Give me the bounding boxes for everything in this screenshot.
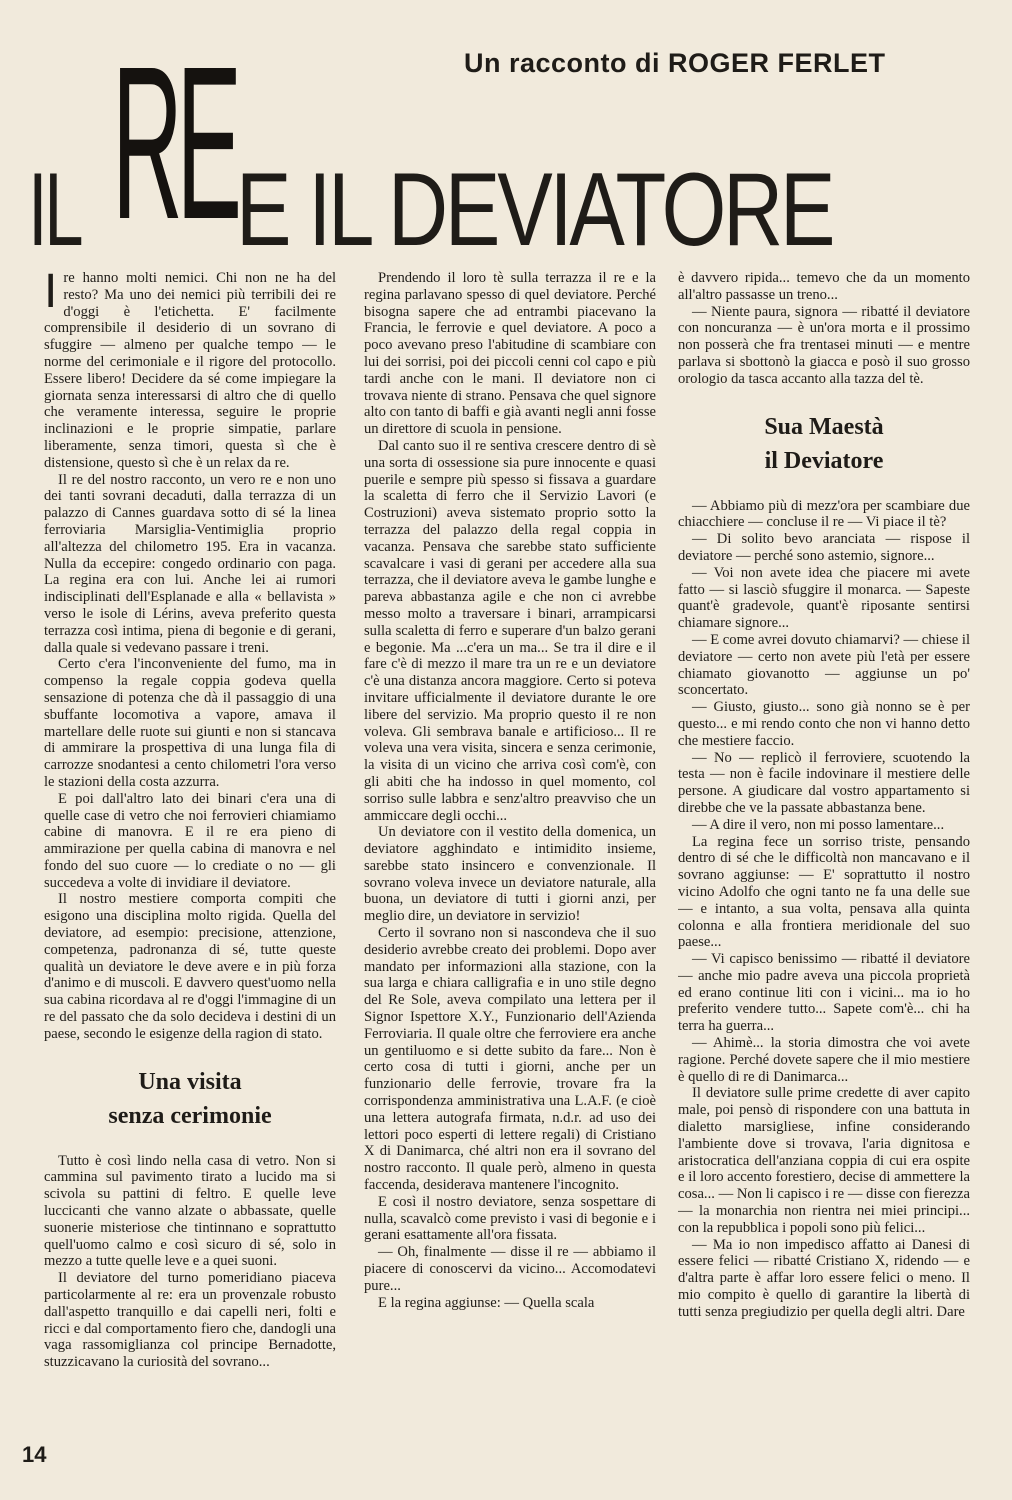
paragraph: Tutto è così lindo nella casa di vetro. Non si cammina sul pavimento tirato a lucido ma si scivola su pattini di feltro. E quelle leve luccicanti che vanno alzate o abbassate, quelle suonerie misteriose che tintinnano e soprattutto quell'uomo calmo e così sicuro di sé, solo in mezzo a tutte quelle leve e a quei suoni.	[44, 1152, 336, 1270]
paragraph: — Giusto, giusto... sono già nonno se è per questo... e mi rendo conto che non vi hanno detto che mestiere faccio.	[678, 699, 970, 749]
paragraph: Il nostro mestiere comporta compiti che esigono una disciplina molto rigida. Quella del deviatore, ad esempio: precisione, attenzione, competenza, padronanza di sé, tutte queste qualità un deviatore le deve avere e in più forza d'animo e di muscoli. E davvero quest'uomo nella sua cabina ricordava al re d'oggi l'immagine di un re del passato che da solo decideva i destini di un paese, secondo le esigenze della ragion di stato.	[44, 891, 336, 1042]
paragraph: — Ma io non impedisco affatto ai Danesi di essere felici — ribatté Cristiano X, ridendo — e d'altra parte è affar loro essere felici o meno. Il mio compito è quello di garantire la libertà di tutti senza pregiudizio per quella degli altri. Dare	[678, 1236, 970, 1320]
subheading-line: Sua Maestà	[764, 413, 884, 440]
paragraph: Certo il sovrano non si nascondeva che il suo desiderio avrebbe creato dei problemi. Dopo aver mandato per informazioni alla stazione, con la sua larga e chiara calligrafia e in uno stile degno del Re Sole, aveva compilato una lettera per il Signor Ispettore X.Y., Funzionario dell'Azienda Ferroviaria. Il quale oltre che ferroviere era anche un gentiluomo e si dette subito da fare... Non è certo cosa di tutti i giorni, anche per un funzionario delle ferrovie, trovare fra la corrispondenza amministrativa una L.A.F. (e cioè una lettera autografa firmata, n.d.r. ad uso dei lettori poco esperti di lettere regali) di Cristiano X di Danimarca, ché altri non era il sovrano del nostro racconto. Il quale però, almeno in questa faccenda, desiderava mantenere l'incognito.	[364, 925, 656, 1194]
subheading-line: senza cerimonie	[108, 1102, 272, 1129]
subheading-line: Una visita	[138, 1068, 242, 1095]
paragraph: E poi dall'altro lato dei binari c'era una di quelle case di vetro che noi ferrovieri chiamiamo cabine di manovra. E il re era pieno di ammirazione per quella cabina di manovra e nel fondo del suo cuore — lo crediate o no — gli succedeva a volte di invidiare il deviatore.	[44, 790, 336, 891]
paragraph: E così il nostro deviatore, senza sospettare di nulla, scavalcò come previsto i vasi di begonie e i gerani esattamente all'ora fissata.	[364, 1193, 656, 1244]
paragraph: Prendendo il loro tè sulla terrazza il re e la regina parlavano spesso di quel deviatore. Perché bisogna sapere che ad entrambi piacevano la Francia, le ferrovie e quel deviatore. A poco a poco avevano preso l'abitudine di scambiare con lui dei sorrisi, poi dei piccoli cenni col capo e più tardi anche con le mani. Il deviatore non ci trovava niente di strano. Pensava che quel signore alto con tanto di baffi e già avanti negli anni fosse un direttore di scuola in pensione.	[364, 270, 656, 438]
paragraph: Dal canto suo il re sentiva crescere dentro di sè una sorta di ossessione sia pure innocente e quasi puerile e sempre più spesso si fissava a guardare la scaletta di ferro che il Servizio Lavori (e Costruzioni) aveva sistemato proprio sotto la terrazza del palazzo della regal coppia in vacanza. Pensava che sarebbe stato sufficiente scavalcare i vasi di gerani per accedere alla sua terrazza, che il deviatore aveva le gambe lunghe e pareva abbastanza agile e che non ci avrebbe messo molto a traversare i binari, arrampicarsi sulla scaletta di ferro e superare d'un balzo gerani e begonie. Ma ...c'era un ma... Se tra il dire e il fare c'è di mezzo il mare tra un re e un deviatore c'è una distanza ancora maggiore. Certo si poteva invitare ufficialmente il deviatore durante le ore libere del servizio. Ma proprio questo il re non voleva. Gli sembrava banale e artificioso... Il re voleva una vera visita, sincera e senza cerimonie, la visita di un vicino che arriva così com'è, con gli abiti che ha indosso in quel momento, col sorriso sulle labbra e senz'altro preavviso che un ammiccare degli occhi...	[364, 437, 656, 824]
paragraph: — Abbiamo più di mezz'ora per scambiare due chiacchiere — concluse il re — Vi piace il tè?	[678, 497, 970, 531]
paragraph: E la regina aggiunse: — Quella scala	[378, 1294, 595, 1311]
paragraph: La regina fece un sorriso triste, pensando dentro di sé che le difficoltà non mancavano e il sovrano aggiunse: — E' soprattutto il nostro vicino Adolfo che ogni tanto ne fa una delle sue — e intanto, a sua volta, pensava alla quinta colonna e alla frontiera meridionale del suo paese...	[678, 833, 970, 951]
paragraph: — Niente paura, signora — ribatté il deviatore con noncuranza — è un'ora morta e il prossimo non posserà che fra trentasei minuti — e mentre parlava si sbottonò la giacca e posò il suo grosso orologio da tasca accanto alla tazza del tè.	[678, 303, 970, 387]
paragraph: Il re del nostro racconto, un vero re e non uno dei tanti sovrani decaduti, dalla terrazza di un palazzo di Cannes guardava sotto di sé la linea ferroviaria Marsiglia-Ventimiglia proprio all'altezza del chilometro 195. Era in vacanza. Nulla da eccepire: congedo ordinario con paga. La regina era con lui. Anche lei ai rumori indisciplinati dell'Esplanade e alla « bellavista » verso le isole di Lérins, aveva preferito questa terrazza così intima, piena di begonie e di gerani, dalla quale si vedevano passare i treni.	[44, 471, 336, 656]
subheading-line: il Deviatore	[764, 447, 884, 474]
paragraph: — No — replicò il ferroviere, scuotendo la testa — non è facile indovinare il mestiere delle persone. A giudicare dal vostro appartamento si direbbe che ve la passate abbastanza bene.	[678, 749, 970, 816]
drop-cap: I	[44, 270, 58, 318]
subheading-una-visita	[44, 1065, 336, 1133]
article-column-3	[678, 270, 970, 1470]
title-e-il-deviatore: E IL DEVIATORE	[236, 152, 833, 268]
title-il: IL	[28, 152, 81, 268]
article-column-2	[364, 270, 656, 1470]
paragraph: Il deviatore sulle prime credette di aver capito male, poi pensò di rispondere con una battuta in dialetto marsigliese, infine considerando l'ambiente dove si trovava, l'aria dignitosa e aristocratica dell'anziana coppia di cui era ospite e il loro accento forestiero, decise di ammettere la cosa... — Non li capisco i re — disse con fierezza — la monarchia non rientra nei miei principi... con la repubblica i popoli sono più felici...	[678, 1085, 970, 1236]
paragraph: — Ahimè... la storia dimostra che voi avete ragione. Perché dovete sapere che il mio mestiere è quello di re di Danimarca...	[678, 1035, 970, 1085]
title-re-large: RE	[112, 22, 236, 265]
subheading-sua-maesta	[678, 410, 970, 478]
paragraph: Certo c'era l'inconveniente del fumo, ma in compenso la regale coppia godeva quella sensazione di potenza che dà il passaggio di una sbuffante locomotiva a vapore, amava il martellare delle ruote sui giunti e non si stancava di ammirare la prospettiva di una lunga fila di carrozze snodantesi a cento chilometri l'ora verso le stazioni della costa azzurra.	[44, 656, 336, 790]
byline: Un racconto di ROGER FERLET	[464, 48, 886, 78]
paragraph: Un deviatore con il vestito della domenica, un deviatore agghindato e intimidito insieme, sarebbe stato insincero e convenzionale. Il sovrano voleva invece un deviatore naturale, alla buona, un deviatore di tutti i giorni anzi, per meglio dire, un deviatore in servizio!	[364, 824, 656, 925]
page-number: 14	[22, 1442, 47, 1467]
paragraph: — E come avrei dovuto chiamarvi? — chiese il deviatore — certo non avete più l'età per essere chiamato giovanotto — aggiunse un po' sconcertato.	[678, 631, 970, 699]
paragraph: Ire hanno molti nemici. Chi non ne ha del resto? Ma uno dei nemici più terribili dei re d'oggi è l'etichetta. E' facilmente comprensibile il desiderio di un sovrano di sfuggire — almeno per qualche tempo — le norme del cerimoniale e il rigore del protocollo. Essere libero! Decidere da sé come impiegare la giornata senza interessarsi di altro che di quello che veramente interessa, seguire le proprie inclinazioni e le proprie simpatie, parlare liberamente, senza timori, questa sì che è distensione, questo sì che è un relax da re.	[44, 270, 336, 471]
paragraph: — Oh, finalmente — disse il re — abbiamo il piacere di conoscervi da vicino... Accomodatevi pure...	[364, 1244, 656, 1294]
paragraph: Il deviatore del turno pomeridiano piaceva particolarmente al re: era un provenzale robusto dall'aspetto tranquillo e dai capelli neri, folti e ricci e dal comportamento fiero che, dandogli una vaga rassomiglianza col principe Bernadotte, stuzzicavano la curiosità del sovrano...	[44, 1270, 336, 1371]
paragraph: — A dire il vero, non mi posso lamentare...	[692, 816, 945, 833]
paragraph: — Vi capisco benissimo — ribatté il deviatore — anche mio padre aveva una piccola proprietà ed erano continue liti con i vicini... ma io ho preferito vendere tutto... Sapete com'è... chi ha terra ha guerra...	[678, 951, 970, 1035]
paragraph: — Voi non avete idea che piacere mi avete fatto — si lasciò sfuggire il monarca. — Sapeste quant'è gradevole, quant'è riposante sentirsi chiamare signore...	[678, 564, 970, 632]
paragraph: è davvero ripida... temevo che da un momento all'altro passasse un treno...	[678, 270, 970, 303]
article-column-1	[44, 270, 336, 1470]
paragraph: — Di solito bevo aranciata — rispose il deviatore — perché sono astemio, signore...	[678, 531, 970, 564]
